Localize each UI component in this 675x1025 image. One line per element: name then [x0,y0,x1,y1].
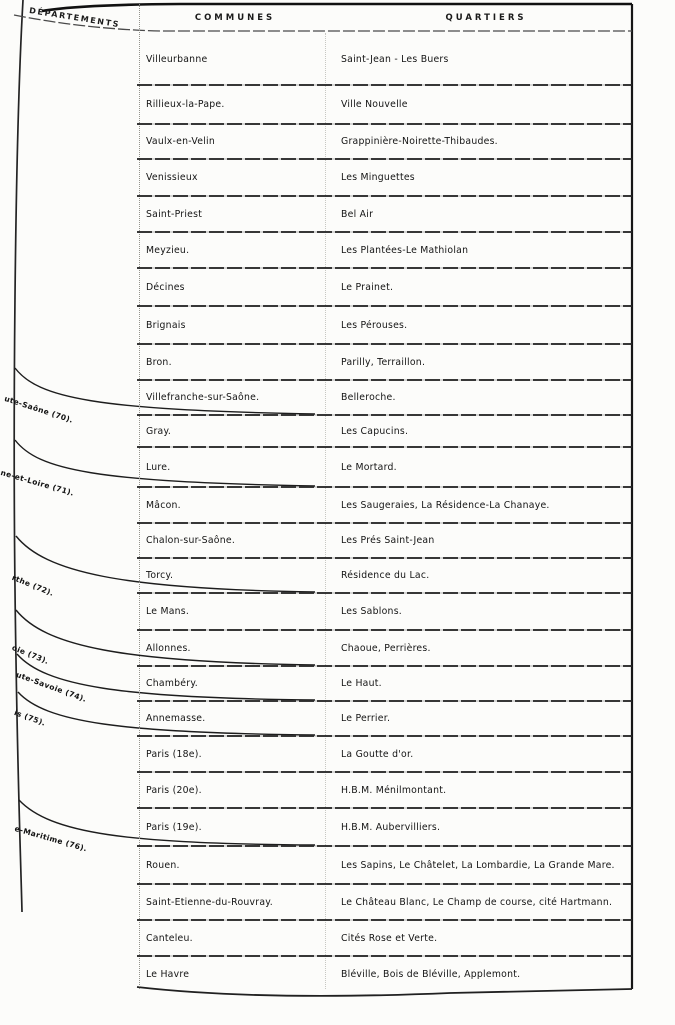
table-row [137,666,632,701]
table-row [137,268,632,306]
departement-margin-label: e-Maritime (76). [13,824,89,854]
commune-cell: Villeurbanne [146,53,208,65]
commune-cell: Brignais [146,319,186,331]
table-row [137,558,632,593]
table-row [137,447,632,487]
quartiers-cell: Les Plantées-Le Mathiolan [341,244,469,256]
quartiers-cell: Saint-Jean - Les Buers [341,53,449,65]
commune-cell: Canteleu. [146,932,193,944]
quartiers-cell: Les Saugeraies, La Résidence-La Chanaye. [341,499,550,511]
quartiers-cell: Bléville, Bois de Bléville, Applemont. [341,969,521,980]
commune-cell: Meyzieu. [146,244,190,256]
quartiers-cell: Chaoue, Perrières. [341,642,431,654]
table-row [137,85,632,124]
quartiers-cell: H.B.M. Ménilmontant. [341,784,447,796]
departement-margin-label: ute-Savoie (74). [14,670,88,704]
table-row [137,956,632,993]
commune-cell: Décines [146,281,185,293]
quartiers-cell: Les Minguettes [341,172,415,183]
quartiers-cell: H.B.M. Aubervilliers. [341,821,441,833]
commune-cell: Venissieux [146,172,198,183]
quartiers-cell: Le Prainet. [341,281,394,293]
commune-cell: Bron. [146,356,172,368]
commune-cell: Rouen. [146,859,180,871]
table-row [137,630,632,666]
commune-cell: Rillieux-la-Pape. [146,99,225,110]
table-row [137,593,632,630]
table-row [137,33,632,85]
table-row [137,487,632,523]
quartiers-cell: Ville Nouvelle [341,99,408,110]
departement-margin-label: ne-et-Loire (71). [0,468,76,498]
column-header-departements: DÉPARTEMENTS [28,6,121,30]
table-row [137,344,632,380]
commune-cell: Paris (20e). [146,784,202,796]
table-row [137,232,632,268]
quartiers-cell: Résidence du Lac. [341,570,430,581]
departement-margin-label: ute-Saône (70). [3,394,75,425]
quartiers-cell: La Goutte d'or. [341,748,414,760]
commune-cell: Paris (19e). [146,821,202,833]
departement-margin-label: oie (73). [10,643,51,667]
table-row [137,159,632,196]
table-row [137,701,632,736]
commune-cell: Villefranche-sur-Saône. [146,392,260,403]
commune-cell: Le Havre [146,969,190,980]
table-row [137,736,632,772]
commune-cell: Torcy. [146,570,174,581]
commune-cell: Lure. [146,461,171,473]
table-row [137,124,632,159]
table-row [137,920,632,956]
quartiers-cell: Bel Air [341,208,374,220]
commune-cell: Saint-Priest [146,208,203,220]
quartiers-cell: Les Pérouses. [341,319,408,331]
commune-cell: Paris (18e). [146,748,202,760]
commune-cell: Gray. [146,425,172,437]
column-header-communes: COMMUNES [194,13,276,23]
quartiers-cell: Le Perrier. [341,713,391,724]
quartiers-cell: Grappinière-Noirette-Thibaudes. [341,136,498,147]
table-row [137,884,632,920]
table-row [137,196,632,232]
table-row [137,380,632,415]
departement-margin-label: rthe (72). [10,573,56,599]
quartiers-cell: Les Prés Saint-Jean [341,535,435,546]
departement-margin-label: is (75). [12,708,48,728]
quartiers-cell: Le Château Blanc, Le Champ de course, cité Hartmann. [341,896,613,908]
commune-cell: Chalon-sur-Saône. [146,535,236,546]
table-row [137,306,632,344]
table-row [137,523,632,558]
quartiers-cell: Les Sablons. [341,606,402,617]
quartiers-cell: Le Haut. [341,678,382,689]
column-header-quartiers: QUARTIERS [445,13,527,23]
commune-cell: Le Mans. [146,606,190,617]
table-row [137,772,632,808]
quartiers-cell: Le Mortard. [341,461,397,473]
quartiers-cell: Parilly, Terraillon. [341,356,426,368]
commune-cell: Chambéry. [146,678,198,689]
table-row [137,808,632,846]
commune-cell: Allonnes. [146,642,191,654]
table-row [137,846,632,884]
quartiers-cell: Les Sapins, Le Châtelet, La Lombardie, La Grande Mare. [341,859,615,871]
table-body [137,33,632,993]
commune-cell: Saint-Etienne-du-Rouvray. [146,896,273,908]
quartiers-cell: Les Capucins. [341,425,409,437]
commune-cell: Annemasse. [146,713,206,724]
commune-cell: Mâcon. [146,499,181,511]
quartiers-cell: Cités Rose et Verte. [341,932,438,944]
commune-cell: Vaulx-en-Velin [146,136,216,147]
table-row [137,415,632,447]
quartiers-cell: Belleroche. [341,392,396,403]
